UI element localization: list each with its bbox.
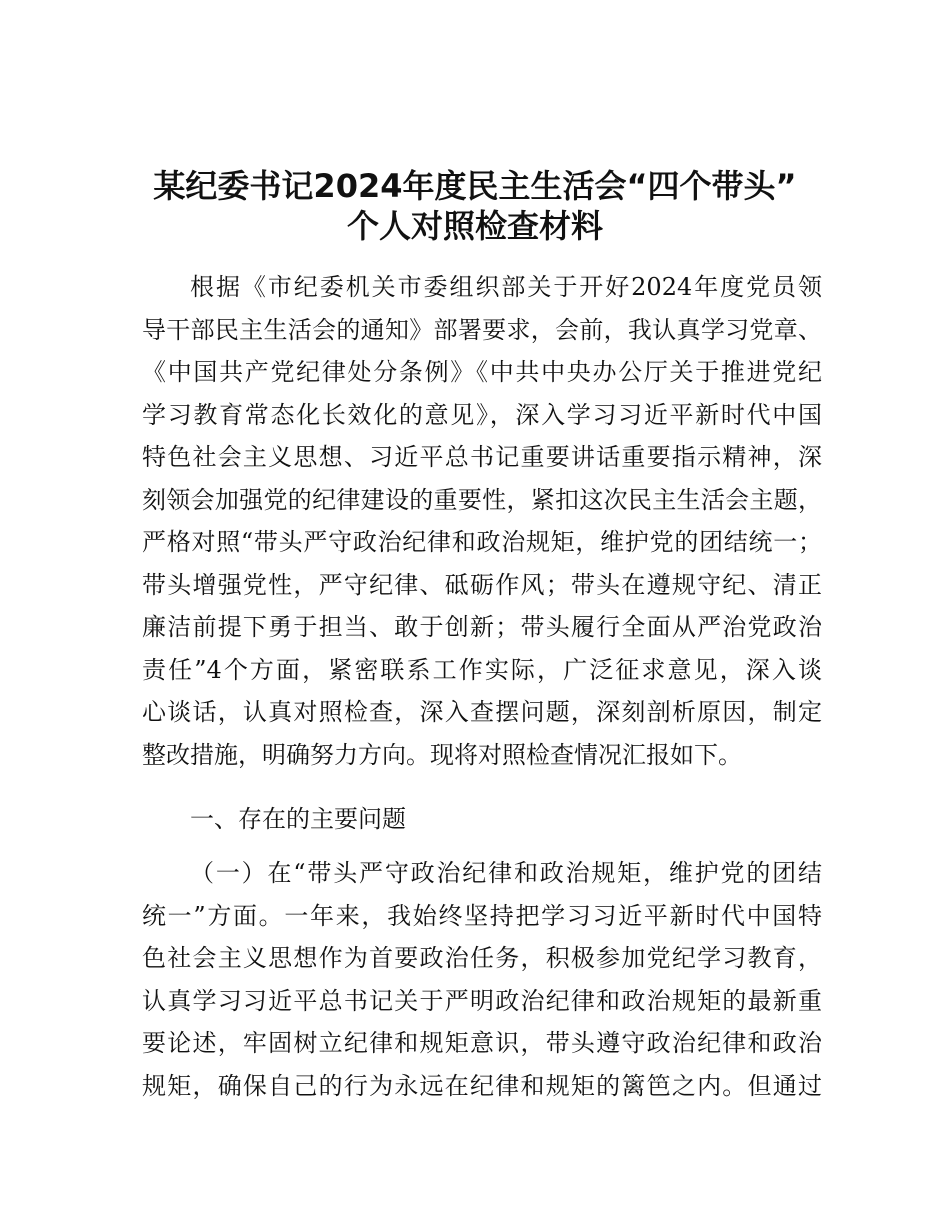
- intro-line: 刻领会加强党的纪律建设的重要性，紧扣这次民主生活会主题，: [142, 485, 822, 514]
- section-1-line: 认真学习习近平总书记关于严明政治纪律和政治规矩的最新重: [142, 986, 822, 1015]
- section-1-line: 色社会主义思想作为首要政治任务，积极参加党纪学习教育，: [142, 944, 822, 972]
- section-1-line: （一）在“带头严守政治纪律和政治规矩，维护党的团结: [190, 859, 822, 887]
- section-heading-text: 一、存在的主要问题: [190, 805, 406, 833]
- intro-line: 整改措施，明确努力方向。现将对照检查情况汇报如下。: [142, 740, 742, 769]
- intro-line: 导干部民主生活会的通知》部署要求，会前，我认真学习党章、: [142, 315, 822, 344]
- section-1-paragraph: [142, 852, 822, 1107]
- intro-line: 心谈话，认真对照检查，深入查摆问题，深刻剖析原因，制定: [142, 698, 822, 726]
- document-title-line-1: 某纪委书记2024年度民主生活会“四个带头”: [153, 167, 797, 205]
- document-title-line-2: 个人对照检查材料: [346, 207, 603, 245]
- intro-line: 责任”4个方面，紧密联系工作实际，广泛征求意见，深入谈: [142, 655, 822, 684]
- section-1-line: 规矩，确保自己的行为永远在纪律和规矩的篱笆之内。但通过: [142, 1071, 822, 1100]
- section-1-line: 统一”方面。一年来，我始终坚持把学习习近平新时代中国特: [142, 901, 822, 930]
- intro-line: 根据《市纪委机关市委组织部关于开好2024年度党员领: [190, 273, 822, 301]
- section-1-line: 要论述，牢固树立纪律和规矩意识，带头遵守政治纪律和政治: [142, 1029, 822, 1057]
- intro-line: 《中国共产党纪律处分条例》《中共中央办公厅关于推进党纪: [142, 358, 822, 386]
- intro-line: 严格对照“带头严守政治纪律和政治规矩，维护党的团结统一；: [142, 528, 822, 556]
- intro-line: 廉洁前提下勇于担当、敢于创新；带头履行全面从严治党政治: [142, 613, 822, 641]
- section-heading: [142, 798, 822, 841]
- intro-paragraph: [142, 266, 822, 776]
- intro-line: 带头增强党性，严守纪律、砥砺作风；带头在遵规守纪、清正: [142, 570, 822, 599]
- intro-line: 学习教育常态化长效化的意见》，深入学习习近平新时代中国: [142, 400, 822, 429]
- intro-line: 特色社会主义思想、习近平总书记重要讲话重要指示精神，深: [142, 443, 822, 471]
